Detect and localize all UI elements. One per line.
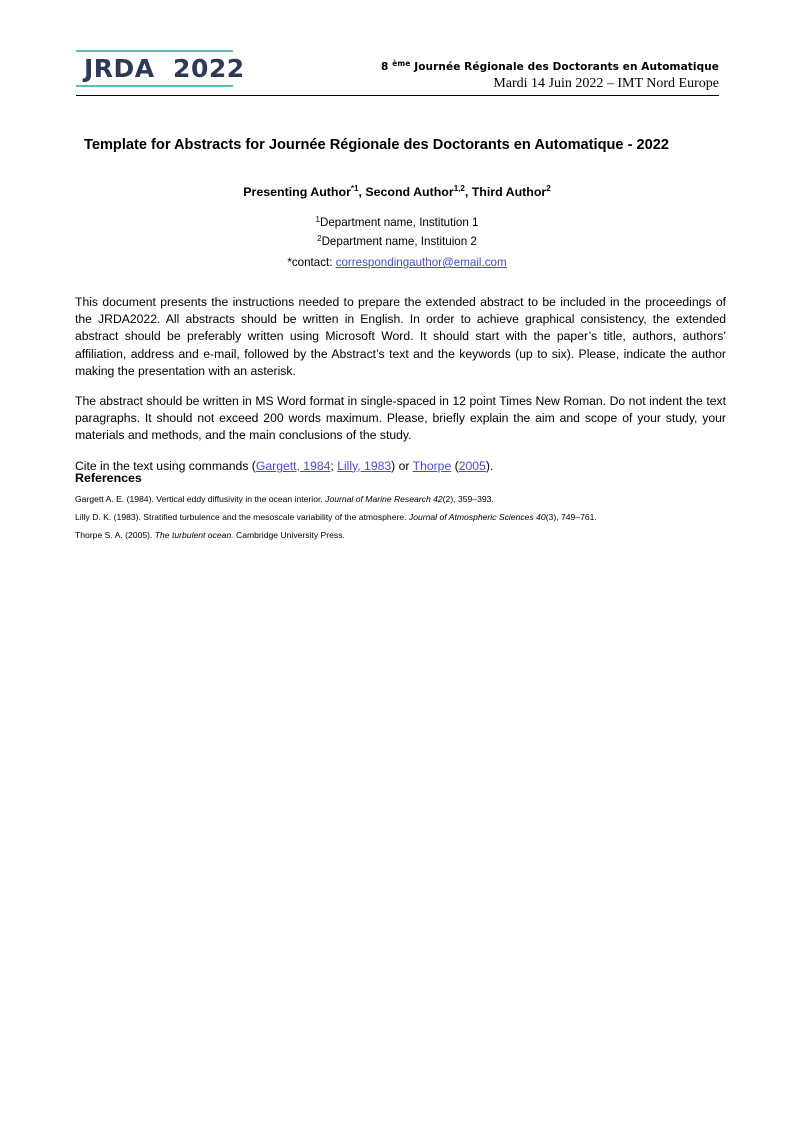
author-2-affiliation-marker: 1,2 — [453, 184, 465, 193]
reference-item — [75, 530, 727, 541]
cite-sentence-post: ). — [485, 458, 494, 473]
affiliation-1-text: Department name, Institution 1 — [319, 216, 479, 229]
logo-rule-top — [76, 50, 233, 52]
author-list — [0, 181, 794, 200]
reference-3-source: The turbulent ocean. — [154, 530, 234, 540]
affiliation-2-marker: 2 — [317, 233, 322, 243]
header-divider-rule — [76, 95, 719, 96]
cite-separator-2: ) or — [391, 458, 413, 473]
event-ordinal-suffix: ème — [392, 59, 411, 68]
reference-2-text-after: (3), 749–761. — [545, 512, 597, 522]
reference-2-text-before: Lilly D. K. (1983). Stratified turbulence and the mesoscale variability of the atmosphere. — [75, 512, 409, 522]
affiliation-block — [0, 212, 794, 249]
reference-1-text-before: Gargett A. E. (1984). Vertical eddy diffusivity in the ocean interior. — [75, 494, 326, 504]
header-event-date: Mardi 14 Juin 2022 – IMT Nord Europe — [493, 76, 719, 91]
author-1-affiliation-marker: *1 — [350, 184, 359, 193]
contact-label: *contact: — [287, 256, 336, 269]
reference-1-text-after: (2), 359–393. — [442, 494, 494, 504]
logo-rule-bottom — [76, 85, 233, 87]
citation-link-thorpe-year[interactable]: 2005 — [458, 458, 486, 473]
body-paragraph-3 — [75, 458, 726, 475]
event-title-rest: Journée Régionale des Doctorants en Automatique — [410, 61, 719, 73]
cite-separator-3: ( — [451, 458, 459, 473]
header-event-info — [259, 56, 719, 92]
jrda-logo — [76, 50, 245, 87]
body-paragraph-2: The abstract should be written in MS Word format in single-spaced in 12 point Times New Roman. Do not indent the text paragraphs. It should not exceed 200 words maximum. Please, briefly explain the aim and scope of your study, your materials and methods, and the main conclusions of the study. — [75, 394, 726, 443]
references-list — [75, 494, 727, 548]
page-title: Template for Abstracts for Journée Régionale des Doctorants en Automatique - 2022 — [84, 137, 669, 153]
cite-separator-1: ; — [330, 458, 338, 473]
affiliation-line — [0, 212, 794, 231]
reference-1-source: Journal of Marine Research 42 — [325, 494, 443, 504]
reference-item — [75, 512, 727, 523]
reference-item — [75, 494, 727, 505]
page-header — [76, 50, 719, 96]
citation-link-lilly[interactable]: Lilly, 1983 — [337, 458, 392, 473]
author-3-affiliation-marker: 2 — [546, 184, 551, 193]
citation-link-gargett[interactable]: Gargett, 1984 — [255, 458, 331, 473]
logo-text: JRDA 2022 — [84, 54, 245, 83]
affiliation-1-marker: 1 — [315, 215, 320, 224]
reference-3-text-before: Thorpe S. A. (2005). — [75, 530, 155, 540]
references-heading: References — [75, 471, 142, 485]
contact-email-link[interactable]: correspondingauthor@email.com — [335, 256, 507, 269]
abstract-body — [75, 294, 726, 475]
affiliation-line — [0, 231, 794, 250]
author-2-name: Second Author — [365, 185, 454, 199]
author-separator-2: , — [464, 185, 472, 199]
cite-sentence-pre: Cite in the text using commands ( — [75, 458, 256, 473]
author-separator-1: , — [358, 185, 366, 199]
affiliation-2-text: Department name, Instituion 2 — [321, 234, 477, 248]
citation-link-thorpe[interactable]: Thorpe — [412, 458, 452, 473]
body-paragraph-1: This document presents the instructions needed to prepare the extended abstract to be included in the proceedings of the JRDA2022. All abstracts should be written in English. In order to achieve graphical consistency, the extended abstract should be preferably written using Microsoft Word. It should start with the paper’s title, authors, authors’ affiliation, address and e-mail, followed by the Abstract’s text and the keywords (up to six). Please, indicate the author making the presentation with an asterisk. — [75, 295, 726, 378]
header-event-title — [259, 56, 719, 75]
reference-2-source: Journal of Atmospheric Sciences 40 — [408, 512, 546, 522]
author-3-name: Third Author — [471, 185, 547, 199]
contact-line — [0, 255, 794, 270]
reference-3-text-after: Cambridge University Press. — [233, 530, 345, 540]
author-1-name: Presenting Author — [243, 185, 351, 199]
event-number: 8 — [381, 61, 393, 73]
